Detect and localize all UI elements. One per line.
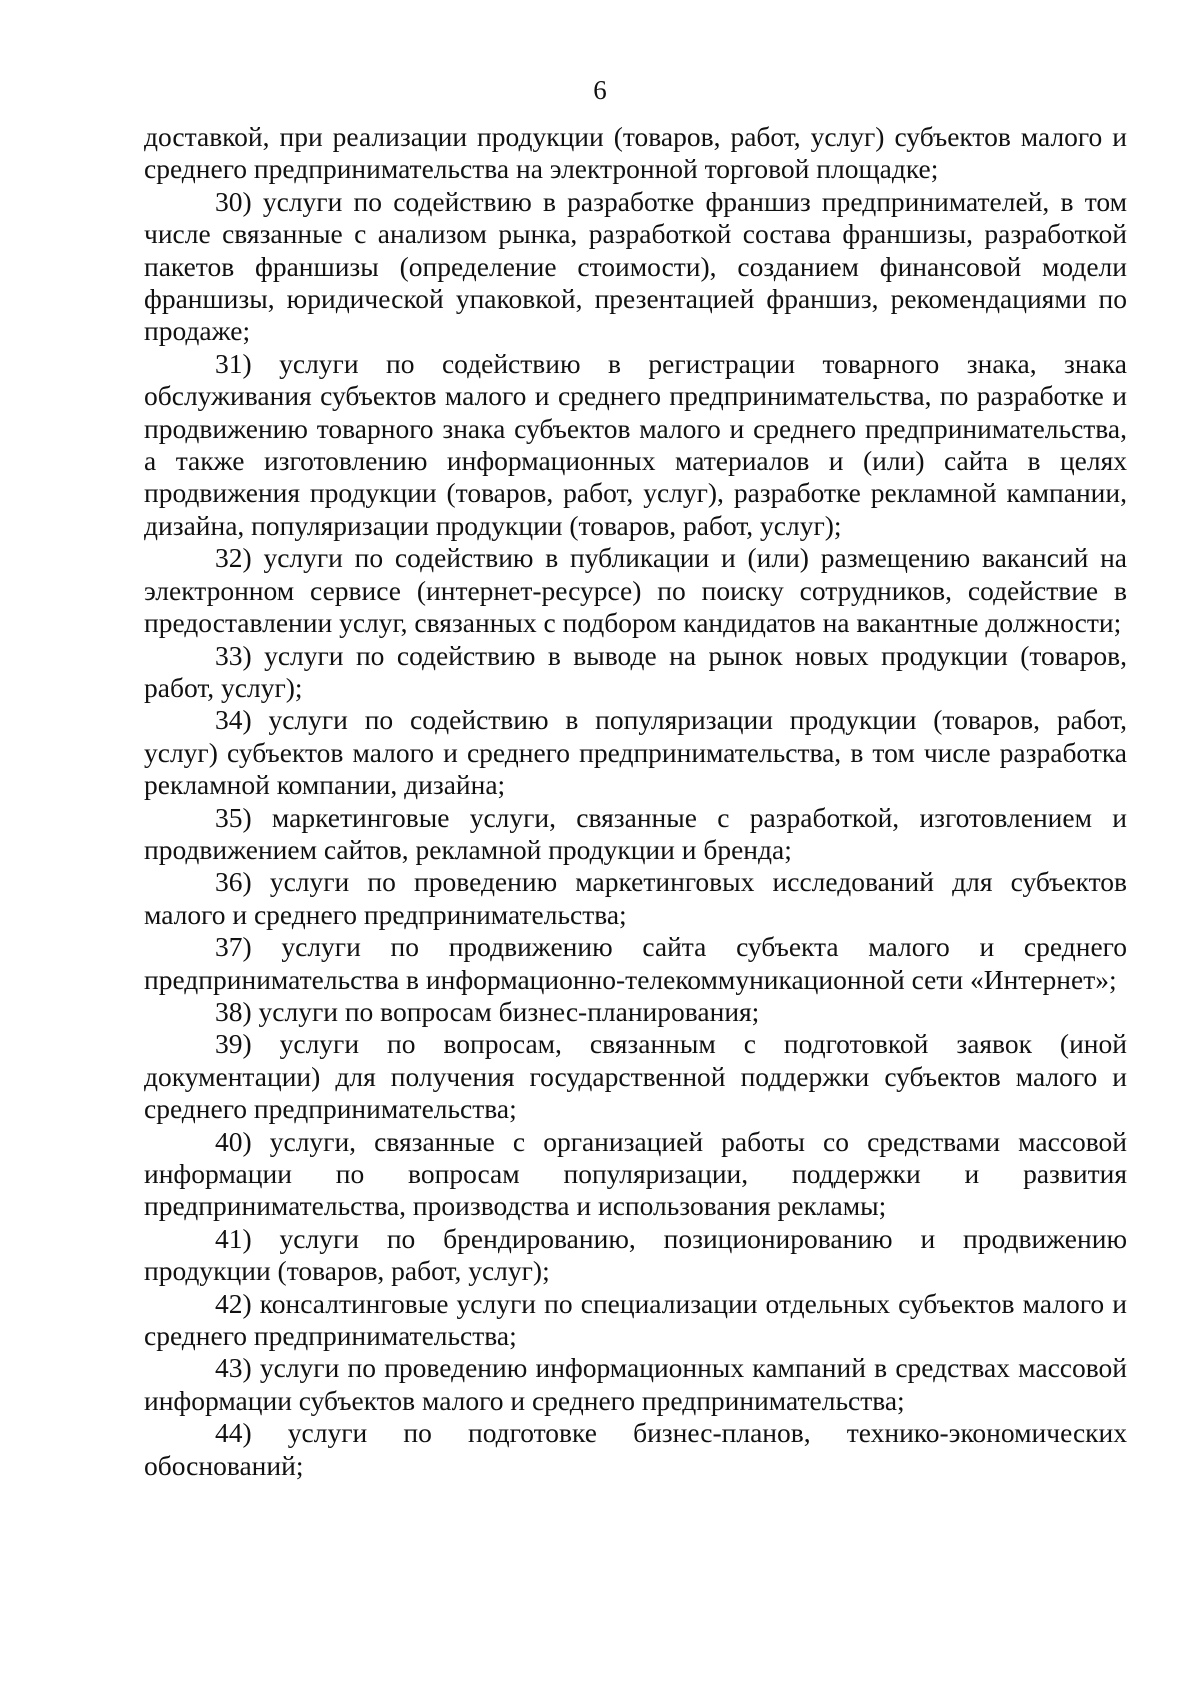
list-item-41: 41) услуги по брендированию, позиционированию и продвижению продукции (товаров, работ, услуг); (144, 1222, 1127, 1287)
list-item-31: 31) услуги по содействию в регистрации товарного знака, знака обслуживания субъектов малого и среднего предпринимательства, по разработке и продвижению товарного знака субъектов малого и среднего предпринимательства, а также изготовлению информационных материалов и (или) сайта в целях продвижения продукции (товаров, работ, услуг), разработке рекламной кампании, дизайна, популяризации продукции (товаров, работ, услуг); (144, 347, 1127, 541)
list-item-33: 33) услуги по содействию в выводе на рынок новых продукции (товаров, работ, услуг); (144, 639, 1127, 703)
page-number: 6 (593, 75, 607, 105)
list-item-38: 38) услуги по вопросам бизнес-планирования; (215, 995, 760, 1027)
list-item-44: 44) услуги по подготовке бизнес-планов, технико-экономических обоснований; (144, 1417, 1127, 1481)
list-item-30: 30) услуги по содействию в разработке франшиз предпринимателей, в том числе связанные с анализом рынка, разработкой состава франшизы, разработкой пакетов франшизы (определение стоимости), созданием финансовой модели франшизы, юридической упаковкой, презентацией франшиз, рекомендациями по продаже; (144, 185, 1127, 347)
list-item-43: 43) услуги по проведению информационных кампаний в средствах массовой информации субъектов малого и среднего предпринимательства; (144, 1352, 1127, 1416)
paragraph-continuation: доставкой, при реализации продукции (товаров, работ, услуг) субъектов малого и среднего предпринимательства на электронной торговой площадке; (144, 121, 1127, 185)
list-item-34: 34) услуги по содействию в популяризации продукции (товаров, работ, услуг) субъектов малого и среднего предпринимательства, в том числе разработка рекламной компании, дизайна; (144, 704, 1127, 801)
document-body (144, 121, 1127, 1482)
list-item-32: 32) услуги по содействию в публикации и (или) размещению вакансий на электронном сервисе (интернет-ресурсе) по поиску сотрудников, содействие в предоставлении услуг, связанных с подбором кандидатов на вакантные должности; (144, 542, 1127, 639)
list-item-40: 40) услуги, связанные с организацией работы со средствами массовой информации по вопросам популяризации, поддержки и развития предпринимательства, производства и использования рекламы; (144, 1125, 1127, 1222)
list-item-37: 37) услуги по продвижению сайта субъекта малого и среднего предпринимательства в информационно-телекоммуникационной сети «Интернет»; (144, 931, 1127, 995)
list-item-39: 39) услуги по вопросам, связанным с подготовкой заявок (иной документации) для получения государственной поддержки субъектов малого и среднего предпринимательства; (144, 1028, 1127, 1125)
list-item-42: 42) консалтинговые услуги по специализации отдельных субъектов малого и среднего предпринимательства; (144, 1287, 1127, 1352)
list-item-36: 36) услуги по проведению маркетинговых исследований для субъектов малого и среднего предпринимательства; (144, 866, 1127, 930)
list-item-35: 35) маркетинговые услуги, связанные с разработкой, изготовлением и продвижением сайтов, рекламной продукции и бренда; (144, 801, 1127, 865)
